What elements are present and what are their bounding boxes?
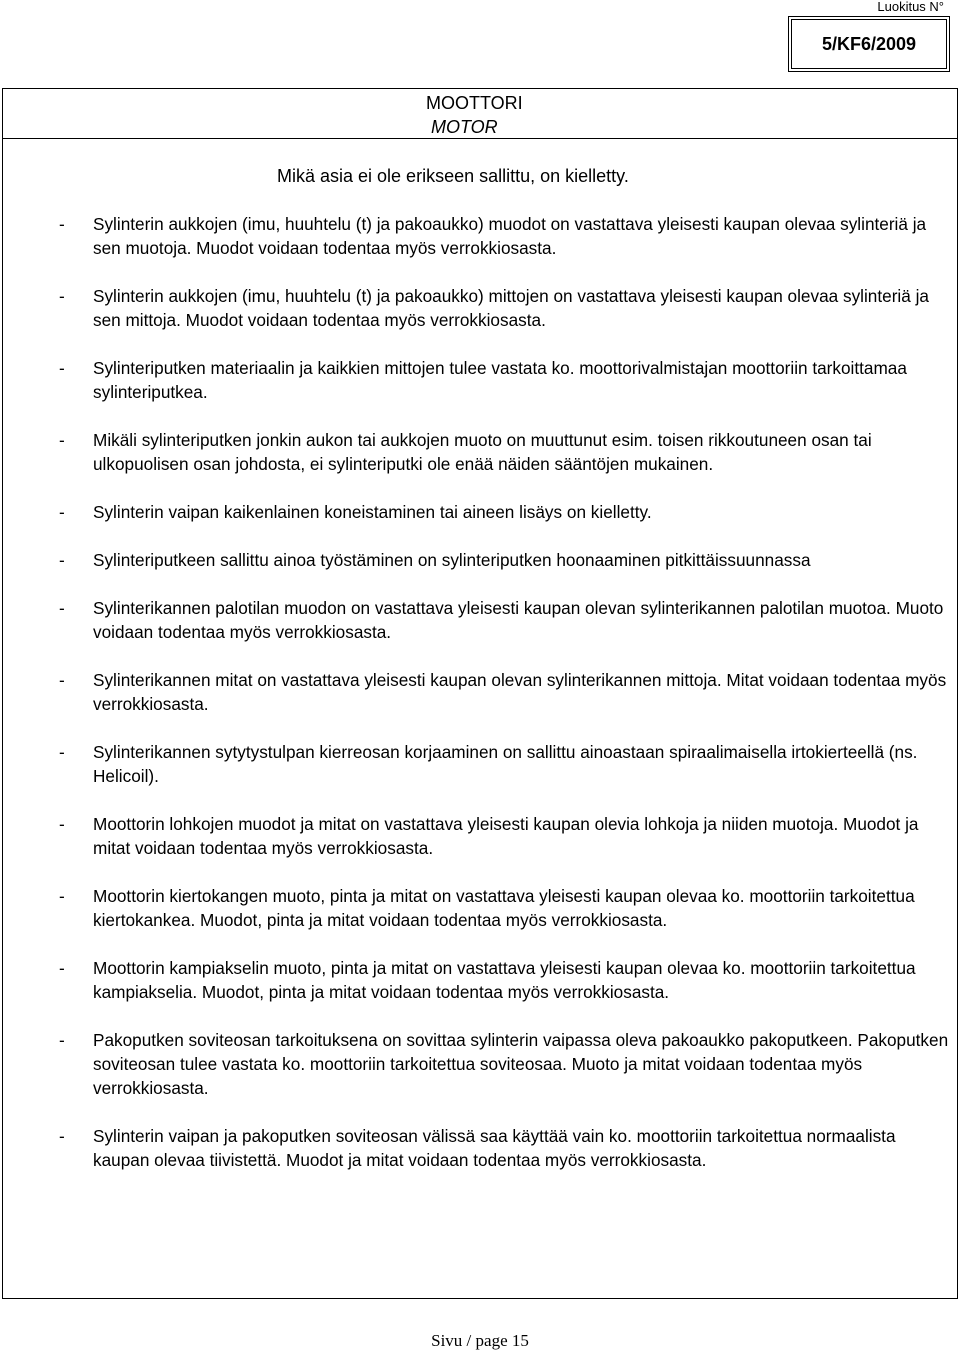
rule-text: Pakoputken soviteosan tarkoituksena on sovittaa sylinterin vaipassa oleva pakoaukko pakoputkeen. Pakoputken soviteosan tulee vastata ko. moottoriin tarkoitettua soviteosaa. Muoto ja mitat voidaan todentaa myös verrokkiosasta. — [93, 1030, 949, 1098]
bullet-dash: - — [59, 1126, 65, 1146]
document-code: 5/KF6/2009 — [791, 19, 947, 69]
rule-item — [59, 428, 954, 476]
rule-item — [59, 956, 954, 1004]
rules-list — [59, 212, 954, 1196]
rule-text: Sylinterin vaipan ja pakoputken soviteosan välissä saa käyttää vain ko. moottoriin tarkoitettua normaalista kaupan olevaa tiivistettä. Muodot ja mitat voidaan todentaa myös verrokkiosasta. — [93, 1126, 896, 1170]
bullet-dash: - — [59, 886, 65, 906]
bullet-dash: - — [59, 958, 65, 978]
rule-item — [59, 356, 954, 404]
bullet-dash: - — [59, 358, 65, 378]
rule-text: Sylinterikannen sytytystulpan kierreosan korjaaminen on sallittu ainoastaan spiraalimaisella irtokierteellä (ns. Helicoil). — [93, 742, 918, 786]
section-title: MOOTTORI — [426, 93, 523, 113]
bullet-dash: - — [59, 1030, 65, 1050]
content-frame — [2, 88, 958, 1299]
rule-text: Moottorin kiertokangen muoto, pinta ja mitat on vastattava yleisesti kaupan olevaa ko. moottoriin tarkoitettua kiertokankea. Muodot, pinta ja mitat voidaan todentaa myös verrokkiosasta. — [93, 886, 915, 930]
rule-text: Sylinterin aukkojen (imu, huuhtelu (t) ja pakoaukko) mittojen on vastattava yleisesti kaupan olevaa sylinteriä ja sen mittoja. Muodot voidaan todentaa myös verrokkiosasta. — [93, 286, 929, 330]
classification-label: Luokitus N° — [877, 0, 944, 14]
rule-item — [59, 668, 954, 716]
rule-item — [59, 812, 954, 860]
rule-text: Mikäli sylinteriputken jonkin aukon tai aukkojen muoto on muuttunut esim. toisen rikkoutuneen osan tai ulkopuolisen osan johdosta, ei sylinteriputki ole enää näiden sääntöjen mukainen. — [93, 430, 872, 474]
page-number: Sivu / page 15 — [431, 1331, 529, 1350]
rule-item — [59, 284, 954, 332]
rule-item — [59, 500, 954, 524]
intro-statement: Mikä asia ei ole erikseen sallittu, on kielletty. — [277, 166, 629, 186]
rule-text: Moottorin kampiakselin muoto, pinta ja mitat on vastattava yleisesti kaupan olevaa ko. moottoriin tarkoitettua kampiakselia. Muodot, pinta ja mitat voidaan todentaa myös verrokkiosasta. — [93, 958, 916, 1002]
document-code-box — [788, 16, 950, 72]
rule-text: Sylinterin aukkojen (imu, huuhtelu (t) ja pakoaukko) muodot on vastattava yleisesti kaupan olevaa sylinteriä ja sen muotoja. Muodot voidaan todentaa myös verrokkiosasta. — [93, 214, 927, 258]
rule-item — [59, 596, 954, 644]
rule-item — [59, 212, 954, 260]
bullet-dash: - — [59, 814, 65, 834]
bullet-dash: - — [59, 598, 65, 618]
rule-text: Sylinterikannen palotilan muodon on vastattava yleisesti kaupan olevan sylinterikannen palotilan muotoa. Muoto voidaan todentaa myös verrokkiosasta. — [93, 598, 944, 642]
rule-text: Sylinterin vaipan kaikenlainen koneistaminen tai aineen lisäys on kielletty. — [93, 502, 652, 522]
bullet-dash: - — [59, 430, 65, 450]
rule-item — [59, 548, 954, 572]
bullet-dash: - — [59, 286, 65, 306]
rule-text: Sylinteriputkeen sallittu ainoa työstäminen on sylinteriputken hoonaaminen pitkittäissuunnassa — [93, 550, 811, 570]
rule-item — [59, 1028, 954, 1100]
bullet-dash: - — [59, 214, 65, 234]
rule-text: Sylinterikannen mitat on vastattava yleisesti kaupan olevan sylinterikannen mittoja. Mitat voidaan todentaa myös verrokkiosasta. — [93, 670, 947, 714]
bullet-dash: - — [59, 502, 65, 522]
section-subtitle: MOTOR — [431, 117, 498, 137]
bullet-dash: - — [59, 550, 65, 570]
rule-item — [59, 740, 954, 788]
bullet-dash: - — [59, 742, 65, 762]
section-title-bar — [3, 89, 957, 139]
rule-text: Sylinteriputken materiaalin ja kaikkien mittojen tulee vastata ko. moottorivalmistajan moottoriin tarkoittamaa sylinteriputkea. — [93, 358, 907, 402]
rule-text: Moottorin lohkojen muodot ja mitat on vastattava yleisesti kaupan olevia lohkoja ja niiden muotoja. Muodot ja mitat voidaan todentaa myös verrokkiosasta. — [93, 814, 919, 858]
bullet-dash: - — [59, 670, 65, 690]
rule-item — [59, 884, 954, 932]
rule-item — [59, 1124, 954, 1172]
